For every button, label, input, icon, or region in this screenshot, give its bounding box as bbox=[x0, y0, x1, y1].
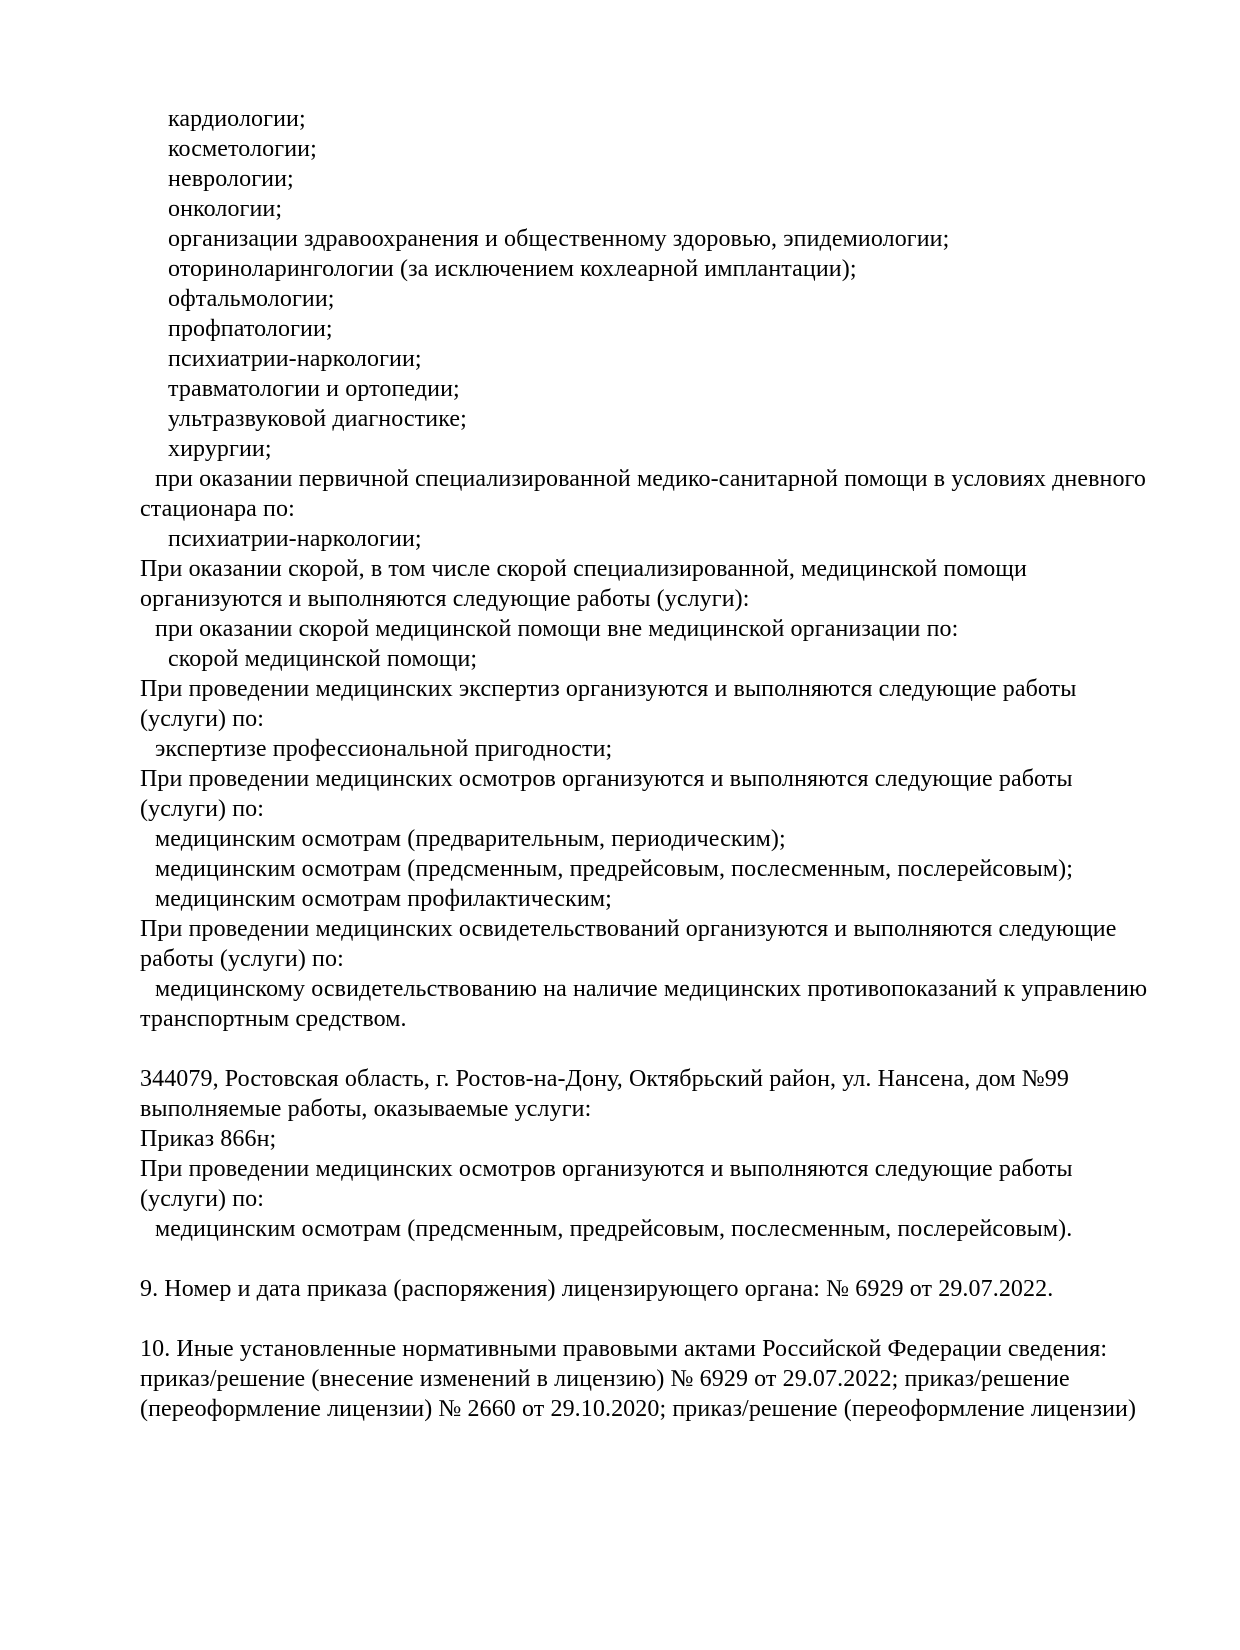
text-line: стационара по: bbox=[140, 496, 295, 522]
text-line: При проведении медицинских осмотров организуются и выполняются следующие работы bbox=[140, 766, 1073, 792]
text-line: работы (услуги) по: bbox=[140, 946, 344, 972]
text-line bbox=[140, 1304, 1130, 1334]
text-line bbox=[140, 1034, 1130, 1064]
text-line: транспортным средством. bbox=[140, 1006, 407, 1032]
text-line: медицинским осмотрам (предварительным, периодическим); bbox=[155, 826, 786, 852]
text-line: онкологии; bbox=[168, 196, 283, 222]
text-line: медицинским осмотрам (предсменным, предрейсовым, послесменным, послерейсовым); bbox=[155, 856, 1074, 882]
text-line: При оказании скорой, в том числе скорой специализированной, медицинской помощи bbox=[140, 556, 1027, 582]
text-line: (переоформление лицензии) № 2660 от 29.10.2020; приказ/решение (переоформление лицензии) bbox=[140, 1396, 1137, 1422]
text-line: хирургии; bbox=[168, 436, 272, 462]
text-line: косметологии; bbox=[168, 136, 317, 162]
text-line: травматологии и ортопедии; bbox=[168, 376, 460, 402]
text-line: экспертизе профессиональной пригодности; bbox=[155, 736, 613, 762]
text-line: организуются и выполняются следующие работы (услуги): bbox=[140, 586, 750, 612]
text-line: (услуги) по: bbox=[140, 1186, 265, 1212]
text-line: 9. Номер и дата приказа (распоряжения) лицензирующего органа: № 6929 от 29.07.2022. bbox=[140, 1276, 1054, 1302]
text-line: кардиологии; bbox=[168, 106, 306, 132]
text-line: При проведении медицинских экспертиз организуются и выполняются следующие работы bbox=[140, 676, 1077, 702]
text-line: неврологии; bbox=[168, 166, 294, 192]
text-line: выполняемые работы, оказываемые услуги: bbox=[140, 1096, 592, 1122]
text-line: офтальмологии; bbox=[168, 286, 335, 312]
text-line: 344079, Ростовская область, г. Ростов-на-Дону, Октябрьский район, ул. Нансена, дом №99 bbox=[140, 1066, 1069, 1092]
text-line: медицинским осмотрам (предсменным, предрейсовым, послесменным, послерейсовым). bbox=[155, 1216, 1073, 1242]
text-line: организации здравоохранения и общественному здоровью, эпидемиологии; bbox=[168, 226, 950, 252]
text-line: (услуги) по: bbox=[140, 706, 265, 732]
text-line: психиатрии-наркологии; bbox=[168, 346, 422, 372]
text-line: скорой медицинской помощи; bbox=[168, 646, 478, 672]
text-line: При проведении медицинских освидетельствований организуются и выполняются следующие bbox=[140, 916, 1117, 942]
text-line: при оказании скорой медицинской помощи вне медицинской организации по: bbox=[155, 616, 959, 642]
text-line: при оказании первичной специализированной медико-санитарной помощи в условиях дневного bbox=[155, 466, 1146, 492]
text-line: оториноларингологии (за исключением кохлеарной имплантации); bbox=[168, 256, 857, 282]
text-line: психиатрии-наркологии; bbox=[168, 526, 422, 552]
text-line: Приказ 866н; bbox=[140, 1126, 277, 1152]
text-line: медицинским осмотрам профилактическим; bbox=[155, 886, 612, 912]
text-line bbox=[140, 1244, 1130, 1274]
text-line: медицинскому освидетельствованию на наличие медицинских противопоказаний к управлению bbox=[155, 976, 1148, 1002]
license-text-block bbox=[140, 104, 1148, 1424]
text-line: 10. Иные установленные нормативными правовыми актами Российской Федерации сведения: bbox=[140, 1336, 1108, 1362]
text-line: При проведении медицинских осмотров организуются и выполняются следующие работы bbox=[140, 1156, 1073, 1182]
text-line: профпатологии; bbox=[168, 316, 333, 342]
text-line: (услуги) по: bbox=[140, 796, 265, 822]
text-line: ультразвуковой диагностике; bbox=[168, 406, 467, 432]
text-line: приказ/решение (внесение изменений в лицензию) № 6929 от 29.07.2022; приказ/решение bbox=[140, 1366, 1070, 1392]
